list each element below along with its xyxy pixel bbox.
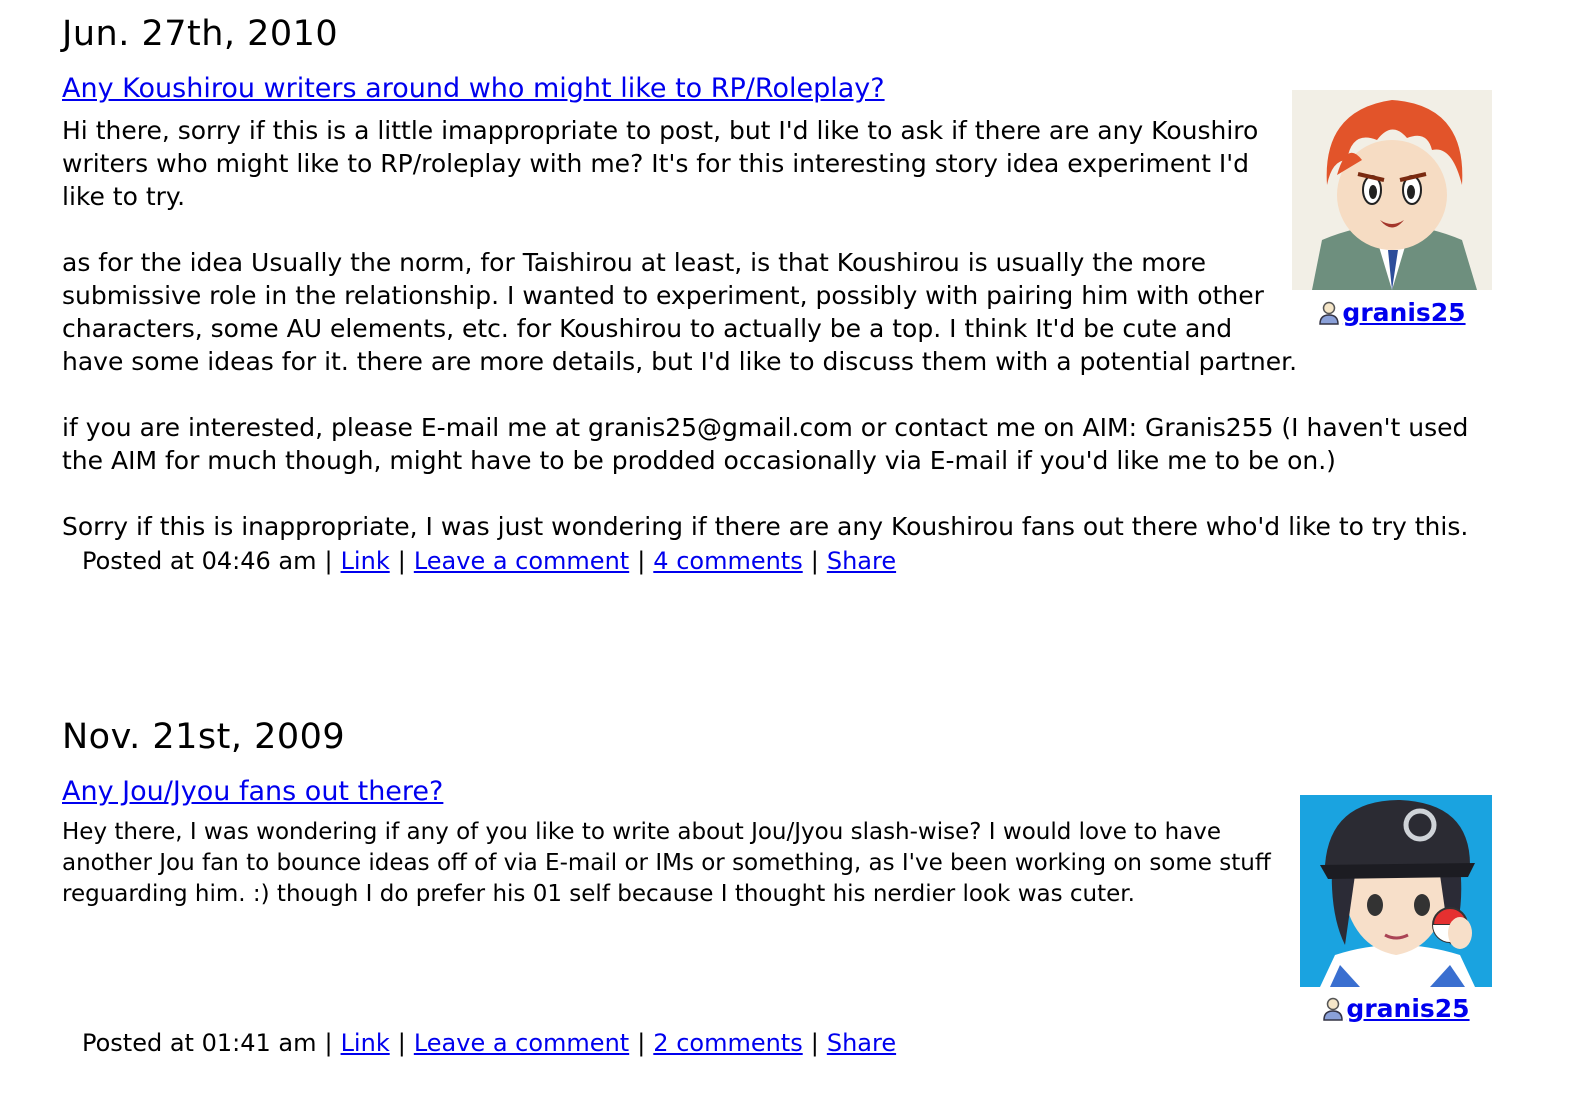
separator: | (810, 547, 819, 575)
entry-paragraph: Hi there, sorry if this is a little imappropriate to post, but I'd like to ask if there are any Koushiro writers who might like to RP/roleplay with me? It's for this interesting story idea experiment I'd like to try. (62, 116, 1259, 211)
entry-body (62, 114, 1492, 543)
user-profile-icon (1318, 300, 1340, 333)
share-link[interactable]: Share (826, 547, 897, 575)
separator: | (324, 1029, 333, 1057)
username-text: granis25 (1342, 298, 1466, 327)
entry-paragraph: if you are interested, please E-mail me at granis25@gmail.com or contact me on AIM: Granis255 (I haven't used the AIM for much though, might have to be prodded occasionally via E-mail if you'd like me to be on.) (62, 413, 1469, 475)
entry-paragraph: Sorry if this is inappropriate, I was just wondering if there are any Koushirou fans out there who'd like to try this. (62, 512, 1469, 541)
userpic-image[interactable] (1292, 90, 1492, 290)
separator: | (637, 1029, 646, 1057)
entry-footer (82, 1028, 1492, 1058)
separator: | (324, 547, 333, 575)
username-text: granis25 (1346, 994, 1470, 1023)
share-link[interactable]: Share (826, 1029, 897, 1057)
posted-time: Posted at 01:41 am (82, 1029, 317, 1057)
separator: | (637, 547, 646, 575)
journal-entry (62, 715, 1492, 1058)
journal-entry (62, 12, 1492, 576)
entry-paragraph: as for the idea Usually the norm, for Taishirou at least, is that Koushirou is usually the more submissive role in the relationship. I wanted to experiment, possibly with pairing him with other characters, some AU elements, etc. for Koushirou to actually be a top. I think It'd be cute and have some ideas for it. there are more details, but I'd like to discuss them with a potential partner. (62, 248, 1298, 376)
userpic-image[interactable] (1300, 795, 1492, 987)
entry-date: Jun. 27th, 2010 (62, 14, 339, 54)
avatar-cap-icon (1300, 795, 1492, 987)
entry-paragraph: Hey there, I was wondering if any of you like to write about Jou/Jyou slash-wise? I would love to have another Jou fan to bounce ideas off of via E-mail or IMs or something, as I've been working on some stuff reguarding him. :) though I do prefer his 01 self because I thought his nerdier look was cuter. (62, 819, 1271, 907)
leave-comment-link[interactable]: Leave a comment (413, 1029, 630, 1057)
username-link[interactable] (1318, 296, 1465, 333)
entry-body (62, 817, 1492, 1023)
comments-count-link[interactable]: 4 comments (653, 547, 803, 575)
avatar-orange-hair-icon (1292, 90, 1492, 290)
separator: | (397, 1029, 406, 1057)
permalink[interactable]: Link (340, 547, 390, 575)
user-profile-icon (1322, 997, 1344, 1028)
separator: | (810, 1029, 819, 1057)
entry-title-link[interactable]: Any Jou/Jyou fans out there? (62, 776, 444, 807)
comments-count-link[interactable]: 2 comments (653, 1029, 803, 1057)
userpic-block (1300, 795, 1492, 1028)
entry-title-link[interactable]: Any Koushirou writers around who might like to RP/Roleplay? (62, 73, 885, 104)
entry-date: Nov. 21st, 2009 (62, 717, 346, 757)
leave-comment-link[interactable]: Leave a comment (413, 547, 630, 575)
userpic-block (1292, 90, 1492, 333)
permalink[interactable]: Link (340, 1029, 390, 1057)
posted-time: Posted at 04:46 am (82, 547, 317, 575)
username-link[interactable] (1322, 993, 1469, 1028)
entry-footer (82, 546, 1492, 576)
separator: | (397, 547, 406, 575)
